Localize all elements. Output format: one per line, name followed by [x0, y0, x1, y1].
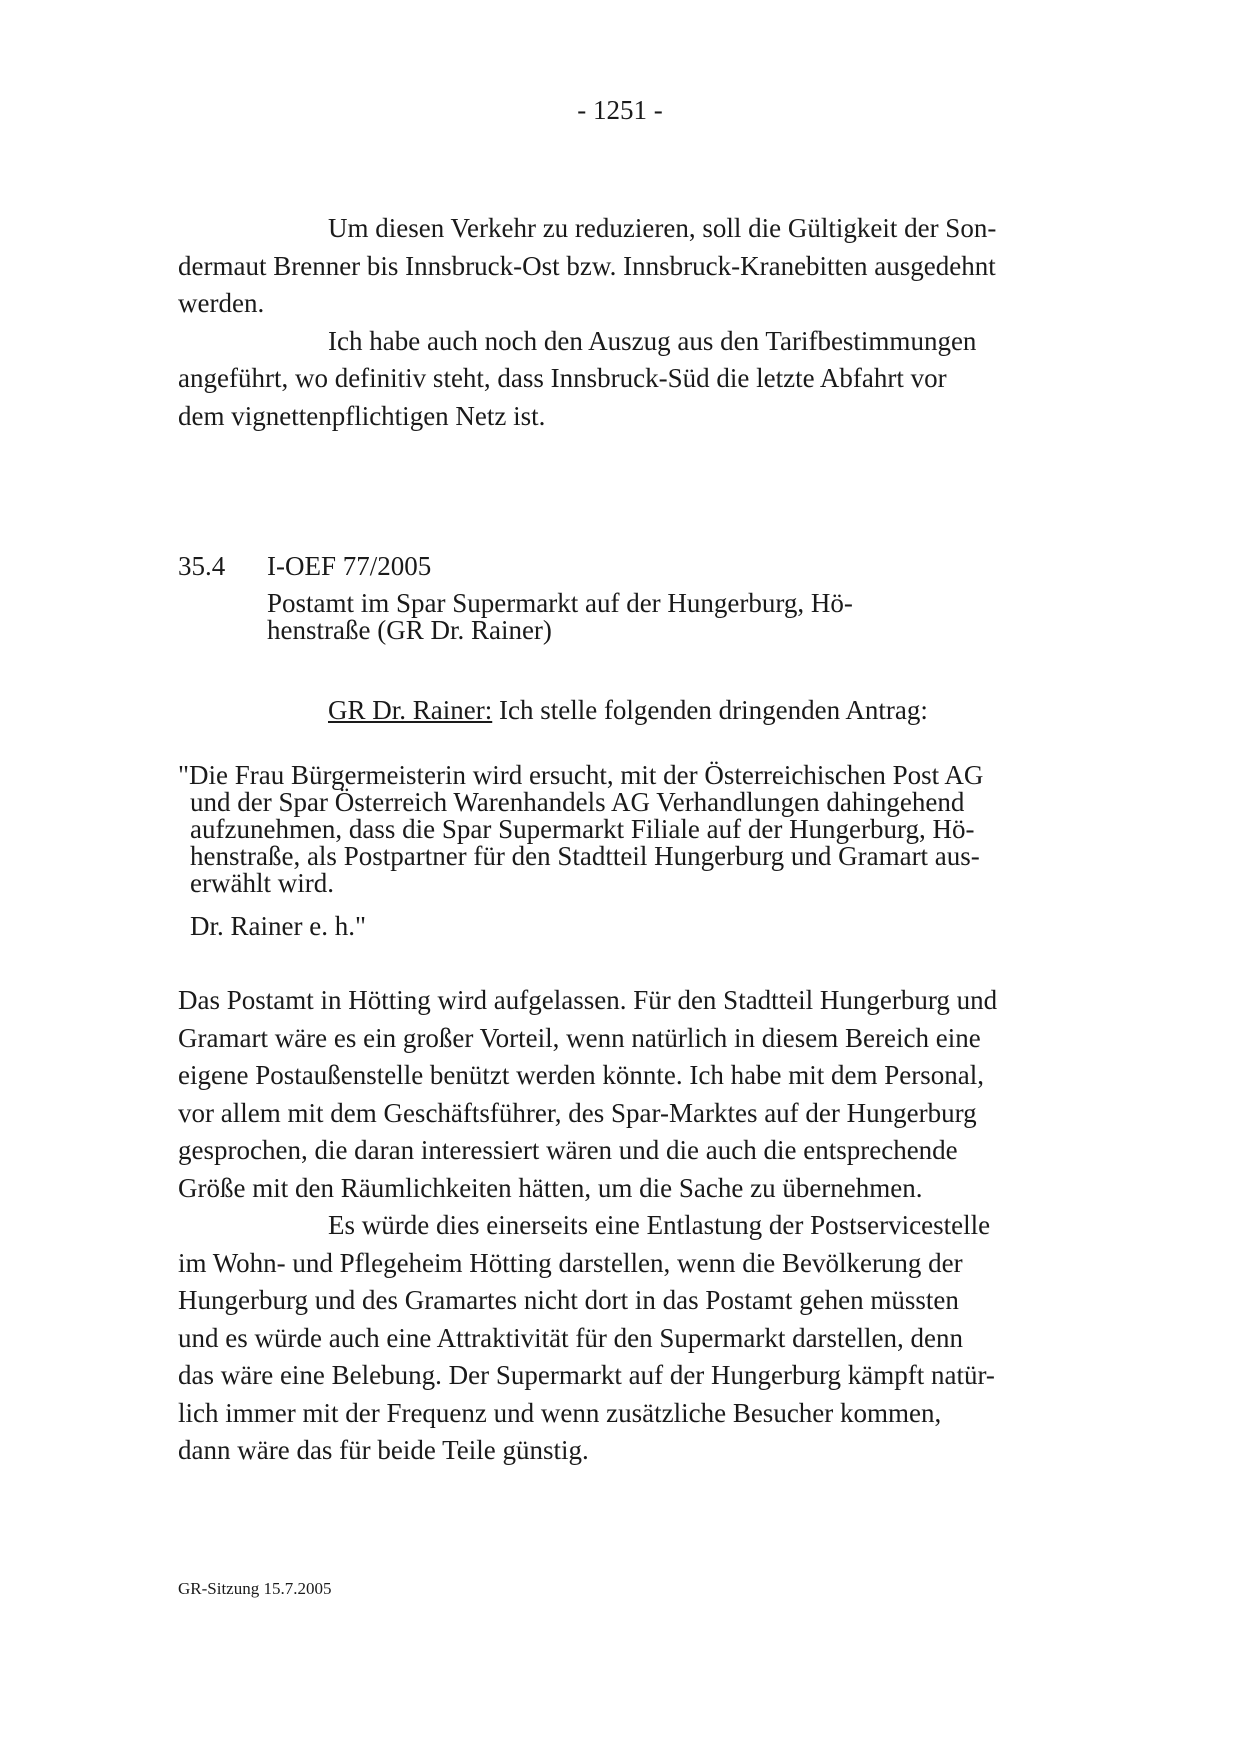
- text-line: eigene Postaußenstelle benützt werden könnte. Ich habe mit dem Personal,: [178, 1060, 985, 1090]
- text-line: lich immer mit der Frequenz und wenn zusätzliche Besucher kommen,: [178, 1397, 942, 1428]
- text-line: Größe mit den Räumlichkeiten hätten, um die Sache zu übernehmen.: [178, 1172, 923, 1203]
- speaker-name: GR Dr. Rainer:: [328, 695, 493, 725]
- motion-intro: [328, 692, 928, 728]
- text-line: Das Postamt in Hötting wird aufgelassen. Für den Stadtteil Hungerburg und: [178, 985, 998, 1015]
- intro-paragraph-2: [178, 323, 1078, 436]
- motion-intro-text: Ich stelle folgenden dringenden Antrag:: [492, 695, 928, 725]
- text-line: Um diesen Verkehr zu reduzieren, soll die Gültigkeit der Son-: [328, 213, 997, 243]
- text-line: im Wohn- und Pflegeheim Hötting darstellen, wenn die Bevölkerung der: [178, 1247, 963, 1278]
- discussion-paragraph-1: [178, 982, 1078, 1207]
- motion-quote: [178, 762, 1058, 940]
- text-line: angeführt, wo definitiv steht, dass Innsbruck-Süd die letzte Abfahrt vor: [178, 363, 947, 393]
- page-number: - 1251 -: [577, 95, 663, 125]
- item-number: 35.4: [178, 551, 226, 581]
- item-code: I-OEF 77/2005: [267, 551, 432, 581]
- text-line: vor allem mit dem Geschäftsführer, des Spar-Marktes auf der Hungerburg: [178, 1097, 977, 1128]
- intro-paragraph-1: [178, 210, 1078, 323]
- footer-session-date: GR-Sitzung 15.7.2005: [178, 1579, 332, 1598]
- quote-line: aufzunehmen, dass die Spar Supermarkt Filiale auf der Hungerburg, Hö-: [190, 814, 975, 844]
- text-line: Es würde dies einerseits eine Entlastung der Postservicestelle: [328, 1210, 991, 1240]
- text-line: Gramart wäre es ein großer Vorteil, wenn natürlich in diesem Bereich eine: [178, 1022, 981, 1053]
- title-line: Postamt im Spar Supermarkt auf der Hungerburg, Hö-: [267, 588, 853, 618]
- quote-line: "Die Frau Bürgermeisterin wird ersucht, mit der Österreichischen Post AG: [178, 760, 984, 790]
- text-line: und es würde auch eine Attraktivität für den Supermarkt darstellen, denn: [178, 1322, 964, 1353]
- text-line: dann wäre das für beide Teile günstig.: [178, 1435, 589, 1465]
- discussion-paragraph-2: [178, 1207, 1078, 1470]
- quote-line: und der Spar Österreich Warenhandels AG Verhandlungen dahingehend: [190, 787, 965, 817]
- quote-line: henstraße, als Postpartner für den Stadtteil Hungerburg und Gramart aus-: [190, 841, 980, 871]
- title-line: henstraße (GR Dr. Rainer): [267, 615, 552, 645]
- intro-section: [178, 210, 1078, 435]
- quote-line: erwählt wird.: [190, 868, 334, 898]
- discussion-section: [178, 982, 1078, 1470]
- text-line: das wäre eine Belebung. Der Supermarkt auf der Hungerburg kämpft natür-: [178, 1360, 995, 1390]
- text-line: gesprochen, die daran interessiert wären und die auch die entsprechende: [178, 1135, 958, 1165]
- text-line: werden.: [178, 288, 265, 318]
- text-line: Hungerburg und des Gramartes nicht dort in das Postamt gehen müssten: [178, 1285, 959, 1315]
- text-line: dermaut Brenner bis Innsbruck-Ost bzw. Innsbruck-Kranebitten ausgedehnt: [178, 250, 996, 281]
- text-line: Ich habe auch noch den Auszug aus den Tarifbestimmungen: [328, 325, 977, 356]
- item-title: [267, 590, 947, 644]
- text-line: dem vignettenpflichtigen Netz ist.: [178, 400, 546, 431]
- motion-signature: Dr. Rainer e. h.": [190, 911, 366, 941]
